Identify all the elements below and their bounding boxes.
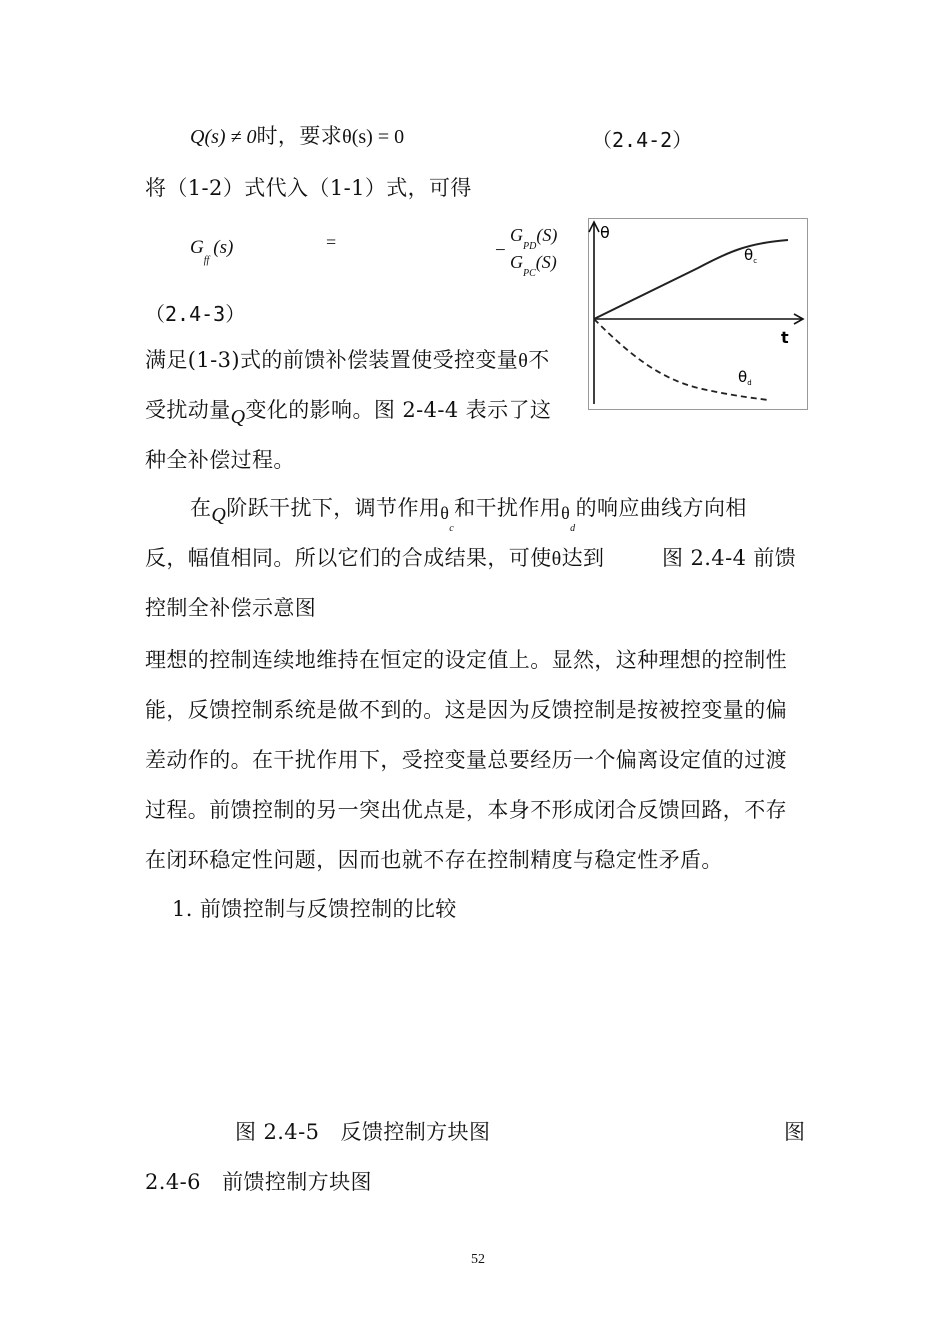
theta-c-label: $\theta_c$ bbox=[744, 246, 758, 265]
equation-denominator: $G_{PC}(S)$ bbox=[510, 252, 557, 279]
para3-line: 差动作的。在干扰作用下，受控变量总要经历一个偏离设定值的过渡 bbox=[145, 748, 787, 772]
para1-line1: 满足(1-3)式的前馈补偿装置使受控变量θ不 bbox=[145, 348, 550, 372]
equation-numerator: $G_{PD}(S)$ bbox=[510, 225, 558, 252]
para2-line1: 在Q阶跃干扰下，调节作用$\theta_c$和干扰作用$\theta_d$的响应曲线方向相 bbox=[190, 496, 747, 534]
para3-line: 过程。前馈控制的另一突出优点是，本身不形成闭合反馈回路，不存 bbox=[145, 798, 787, 822]
equation-2-4-3-lhs: $G_{ff}(s)$ bbox=[190, 237, 234, 266]
eq-condition-q: Q(s) ≠ 0 bbox=[190, 126, 257, 148]
equation-minus: − bbox=[495, 240, 506, 261]
page-number: 52 bbox=[471, 1252, 485, 1267]
figure-2-4-4-caption-part2: 控制全补偿示意图 bbox=[145, 596, 317, 620]
figure-2-4-6-caption-part2: 2.4-6 前馈控制方块图 bbox=[145, 1170, 372, 1194]
theta-c-curve bbox=[594, 240, 788, 319]
para3-line: 在闭环稳定性问题，因而也就不存在控制精度与稳定性矛盾。 bbox=[145, 848, 723, 872]
equation-2-4-2 bbox=[190, 124, 404, 154]
intro-line: 将（1-2）式代入（1-1）式，可得 bbox=[145, 176, 472, 200]
theta-d-curve bbox=[594, 319, 768, 400]
figure-2-4-6-caption-part1: 图 bbox=[784, 1120, 806, 1144]
equation-number-2-4-3: （2.4-3） bbox=[145, 302, 246, 326]
x-axis-label: t bbox=[781, 328, 789, 347]
figure-2-4-5-caption: 图 2.4-5 反馈控制方块图 bbox=[235, 1120, 491, 1144]
para3-line: 理想的控制连续地维持在恒定的设定值上。显然，这种理想的控制性 bbox=[145, 648, 787, 672]
para1-line2: 受扰动量Q变化的影响。图 2-4-4 表示了这 bbox=[145, 398, 552, 428]
figure-2-4-4-caption-part1: 图 2.4-4 前馈 bbox=[662, 546, 797, 570]
equation-number-2-4-2: （2.4-2） bbox=[592, 128, 693, 152]
eq-condition-text: 时，要求 bbox=[256, 124, 343, 148]
compensation-response-figure bbox=[588, 218, 808, 410]
theta-d-label: $\theta_d$ bbox=[738, 368, 752, 387]
equation-equals: = bbox=[326, 232, 337, 252]
section-item-1: 1. 前馈控制与反馈控制的比较 bbox=[172, 897, 457, 921]
figure-frame bbox=[589, 219, 808, 410]
eq-condition-theta: θ(s) = 0 bbox=[342, 126, 405, 148]
para3-line: 能，反馈控制系统是做不到的。这是因为反馈控制是按被控变量的偏 bbox=[145, 698, 787, 722]
y-axis-label: θ bbox=[600, 223, 610, 242]
para1-line3: 种全补偿过程。 bbox=[145, 448, 295, 472]
para2-line2: 反，幅值相同。所以它们的合成结果，可使θ达到 bbox=[145, 546, 605, 570]
